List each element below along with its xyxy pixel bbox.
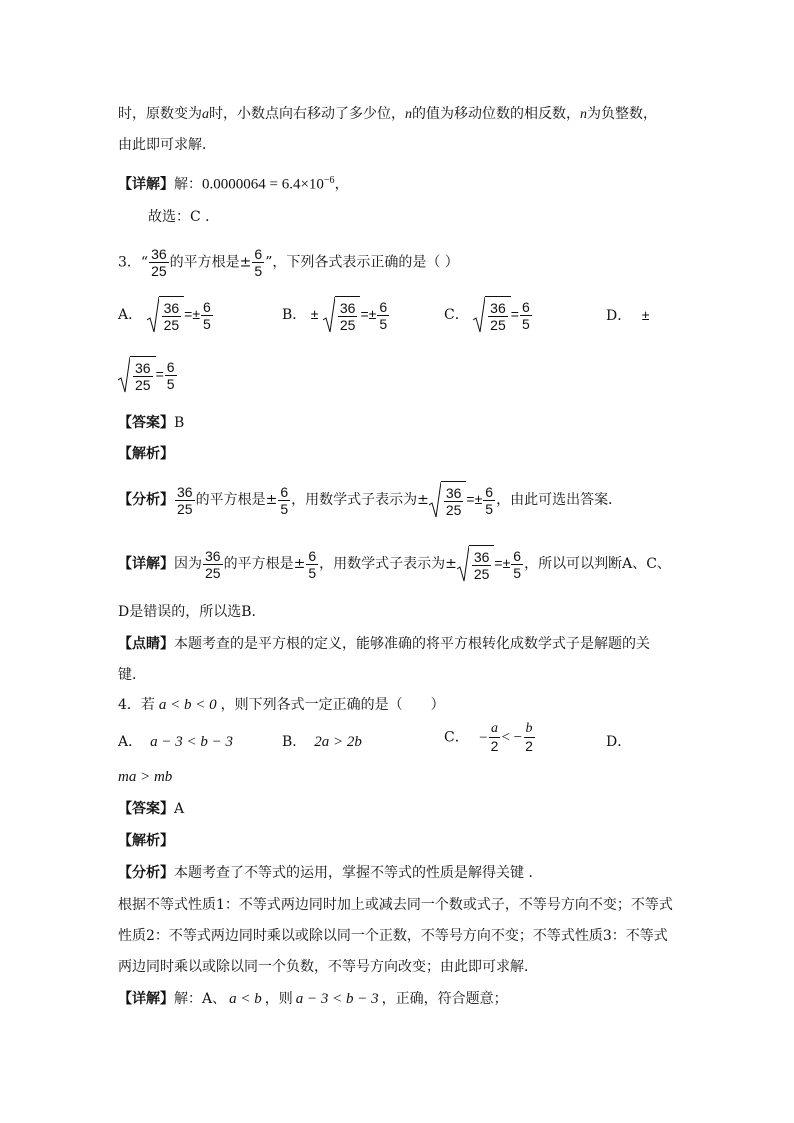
q3-number: 3．“: [118, 254, 149, 271]
q3-note-line2: 键．: [118, 667, 146, 683]
text-segment: 时，小数点向右移动了多少位，: [209, 106, 405, 122]
exponent: −6: [323, 175, 335, 186]
text-line-1: [118, 103, 657, 126]
text-segment: 的平方根是±: [169, 254, 252, 271]
q3-detail-line2: D是错误的，所以选B．: [118, 604, 266, 620]
sqrt-expr: [118, 356, 156, 394]
sqrt-expr: [323, 296, 361, 334]
text-segment: 的平方根是±: [195, 492, 278, 508]
denominator: 25: [339, 317, 356, 333]
less-than-minus: < −: [501, 729, 523, 746]
frac-36-25: [149, 246, 169, 279]
minus-sign: −: [479, 729, 488, 746]
q4-rule-line1: 根据不等式性质1：不等式两边同时加上或减去同一个数或式子，不等号方向不变；不等式: [118, 897, 673, 913]
text-segment: 的值为移动位数的相反数，: [412, 106, 580, 122]
option-label: C．: [444, 729, 469, 746]
equals-pm: =±: [466, 491, 483, 507]
q4-option-d-expr: ma > mb: [118, 769, 173, 785]
q4-detail: [118, 988, 508, 1010]
text-segment: 的平方根是±: [223, 556, 306, 572]
answer-tag: 【答案】: [118, 415, 174, 431]
sqrt-expr: [429, 481, 467, 519]
option-expr: a − 3 < b − 3: [150, 734, 233, 750]
text-segment: 时，原数变为: [118, 106, 202, 122]
q4-option-a: [118, 731, 233, 753]
q4-option-d: [606, 731, 631, 753]
text-segment: 因为: [174, 556, 202, 572]
numerator: 36: [339, 300, 356, 316]
text-line-2: 由此即可求解．: [118, 137, 216, 153]
fenxi-text: 本题考查了不等式的运用，掌握不等式的性质是解得关键 ．: [174, 865, 543, 881]
q3-note: [118, 633, 650, 655]
option-label: D．: [606, 308, 632, 324]
text-segment: ，所以可以判断A、C、: [524, 556, 671, 572]
denominator: 25: [473, 566, 490, 582]
option-label: C．: [444, 307, 469, 323]
denominator: 5: [280, 500, 289, 517]
denominator: 25: [177, 500, 193, 517]
denominator: 25: [135, 377, 151, 393]
numerator: 6: [379, 298, 388, 315]
denominator: 5: [308, 564, 317, 581]
numerator: 6: [254, 246, 263, 262]
denominator: 2: [525, 738, 533, 754]
denominator: 25: [490, 317, 506, 333]
numerator: a: [491, 721, 499, 736]
inequality: a < b < 0: [158, 697, 217, 713]
equals-pm: =±: [494, 555, 511, 571]
equals: =: [510, 306, 519, 322]
numerator: 36: [473, 549, 490, 565]
q4-answer: [118, 798, 184, 820]
sqrt-expr: [457, 545, 495, 583]
q4-number: 4．若: [118, 697, 155, 713]
inequality: a < b: [229, 991, 262, 1007]
denominator: 5: [485, 500, 494, 517]
denominator: 5: [521, 315, 530, 332]
numerator: 6: [521, 298, 530, 315]
text-segment: ，用数学式子表示为±: [319, 556, 457, 572]
q4-rule-line2: 性质2：不等式两边同时乘以或除以同一个正数，不等号方向不变；不等式性质3：不等式: [118, 928, 668, 944]
inequality: a − 3 < b − 3: [295, 991, 379, 1007]
denominator: 5: [379, 315, 388, 332]
numerator: 6: [308, 547, 317, 564]
numerator: 36: [163, 300, 180, 316]
q4-fenxi: [118, 862, 542, 884]
option-label: A．: [118, 734, 143, 750]
text-segment: 为负整数，: [587, 106, 657, 122]
q4-option-c: [444, 721, 536, 754]
fenxi-tag: 【分析】: [118, 492, 174, 508]
denominator: 25: [151, 263, 167, 279]
numerator: 6: [166, 358, 175, 375]
detail-tag: 【详解】: [118, 991, 174, 1007]
denominator: 25: [205, 564, 221, 581]
numerator: 6: [485, 483, 494, 500]
detail-text: 解：: [174, 176, 202, 193]
text-segment: ，用数学式子表示为±: [291, 492, 429, 508]
denominator: 25: [163, 317, 180, 333]
q4-option-b: [282, 731, 362, 753]
answer-tag: 【答案】: [118, 801, 174, 817]
detail-line-1: [118, 170, 349, 196]
numerator: 6: [280, 483, 289, 500]
numerator: 36: [490, 300, 506, 316]
q4-analysis-tag: 【解析】: [118, 833, 174, 849]
q4-rule-line3: 两边同时乘以或除以同一个负数，不等号方向改变；由此即可求解．: [118, 959, 538, 975]
q3-option-c: [444, 296, 533, 334]
numerator: 36: [177, 483, 193, 500]
text-segment: ，则: [264, 991, 293, 1007]
q3-option-d: [606, 304, 649, 327]
denominator: 25: [445, 502, 462, 518]
sci-notation: 0.0000064 = 6.4×10: [202, 176, 324, 193]
detail-tag: 【详解】: [118, 556, 174, 572]
q4-stem: [118, 694, 445, 716]
numerator: 36: [135, 360, 151, 376]
q3-fenxi: [118, 481, 622, 519]
option-label: B．: [282, 307, 307, 323]
option-label: A．: [118, 307, 143, 323]
q3-answer: [118, 412, 184, 434]
q3-option-a: [118, 296, 214, 334]
option-expr: 2a > 2b: [314, 734, 362, 750]
sqrt-expr: [147, 296, 185, 334]
text-segment: ，由此可选出答案．: [496, 492, 623, 508]
denominator: 5: [254, 263, 263, 279]
denominator: 2: [490, 738, 499, 754]
q3-analysis-tag: 【解析】: [118, 446, 174, 462]
numerator: 36: [445, 485, 462, 501]
answer-choice-line: 故选：C ．: [148, 209, 220, 225]
q3-option-d-expr: [118, 356, 178, 394]
var-n: n: [580, 107, 587, 122]
detail-tag: 【详解】: [118, 176, 174, 193]
denominator: 5: [166, 375, 175, 392]
answer-value: A: [174, 801, 185, 817]
equals-pm: =±: [360, 306, 377, 322]
equals: =: [155, 366, 164, 382]
denominator: 5: [203, 315, 211, 332]
text-segment: ”，下列各式表示正确的是（ ）: [265, 254, 459, 271]
q3-stem: [118, 246, 459, 279]
numerator: 6: [513, 547, 522, 564]
sqrt-expr: [473, 296, 511, 334]
text-segment: 解：A、: [174, 991, 227, 1007]
text-segment: ，则下列各式一定正确的是（ ）: [220, 697, 445, 713]
numerator: b: [525, 721, 533, 736]
frac-6-5: [252, 246, 264, 279]
equals-pm: =±: [184, 306, 201, 322]
q3-option-b: [282, 296, 390, 334]
denominator: 5: [513, 564, 522, 581]
var-a: a: [202, 107, 209, 122]
option-label: B．: [282, 734, 307, 750]
fenxi-tag: 【分析】: [118, 865, 174, 881]
note-text: 本题考查的是平方根的定义，能够准确的将平方根转化成数学式子是解题的关: [174, 636, 650, 652]
var-n: n: [405, 107, 412, 122]
option-label: D．: [606, 734, 632, 750]
q3-detail: [118, 545, 671, 583]
answer-value: B: [174, 415, 185, 431]
note-tag: 【点睛】: [118, 636, 174, 652]
numerator: 36: [205, 547, 221, 564]
numerator: 36: [151, 246, 167, 262]
text-segment: ，: [334, 176, 349, 193]
pm-sign: ±: [310, 306, 319, 322]
numerator: 6: [203, 298, 211, 315]
pm-sign: ±: [641, 307, 650, 323]
text-segment: ，正确，符合题意；: [381, 991, 508, 1007]
